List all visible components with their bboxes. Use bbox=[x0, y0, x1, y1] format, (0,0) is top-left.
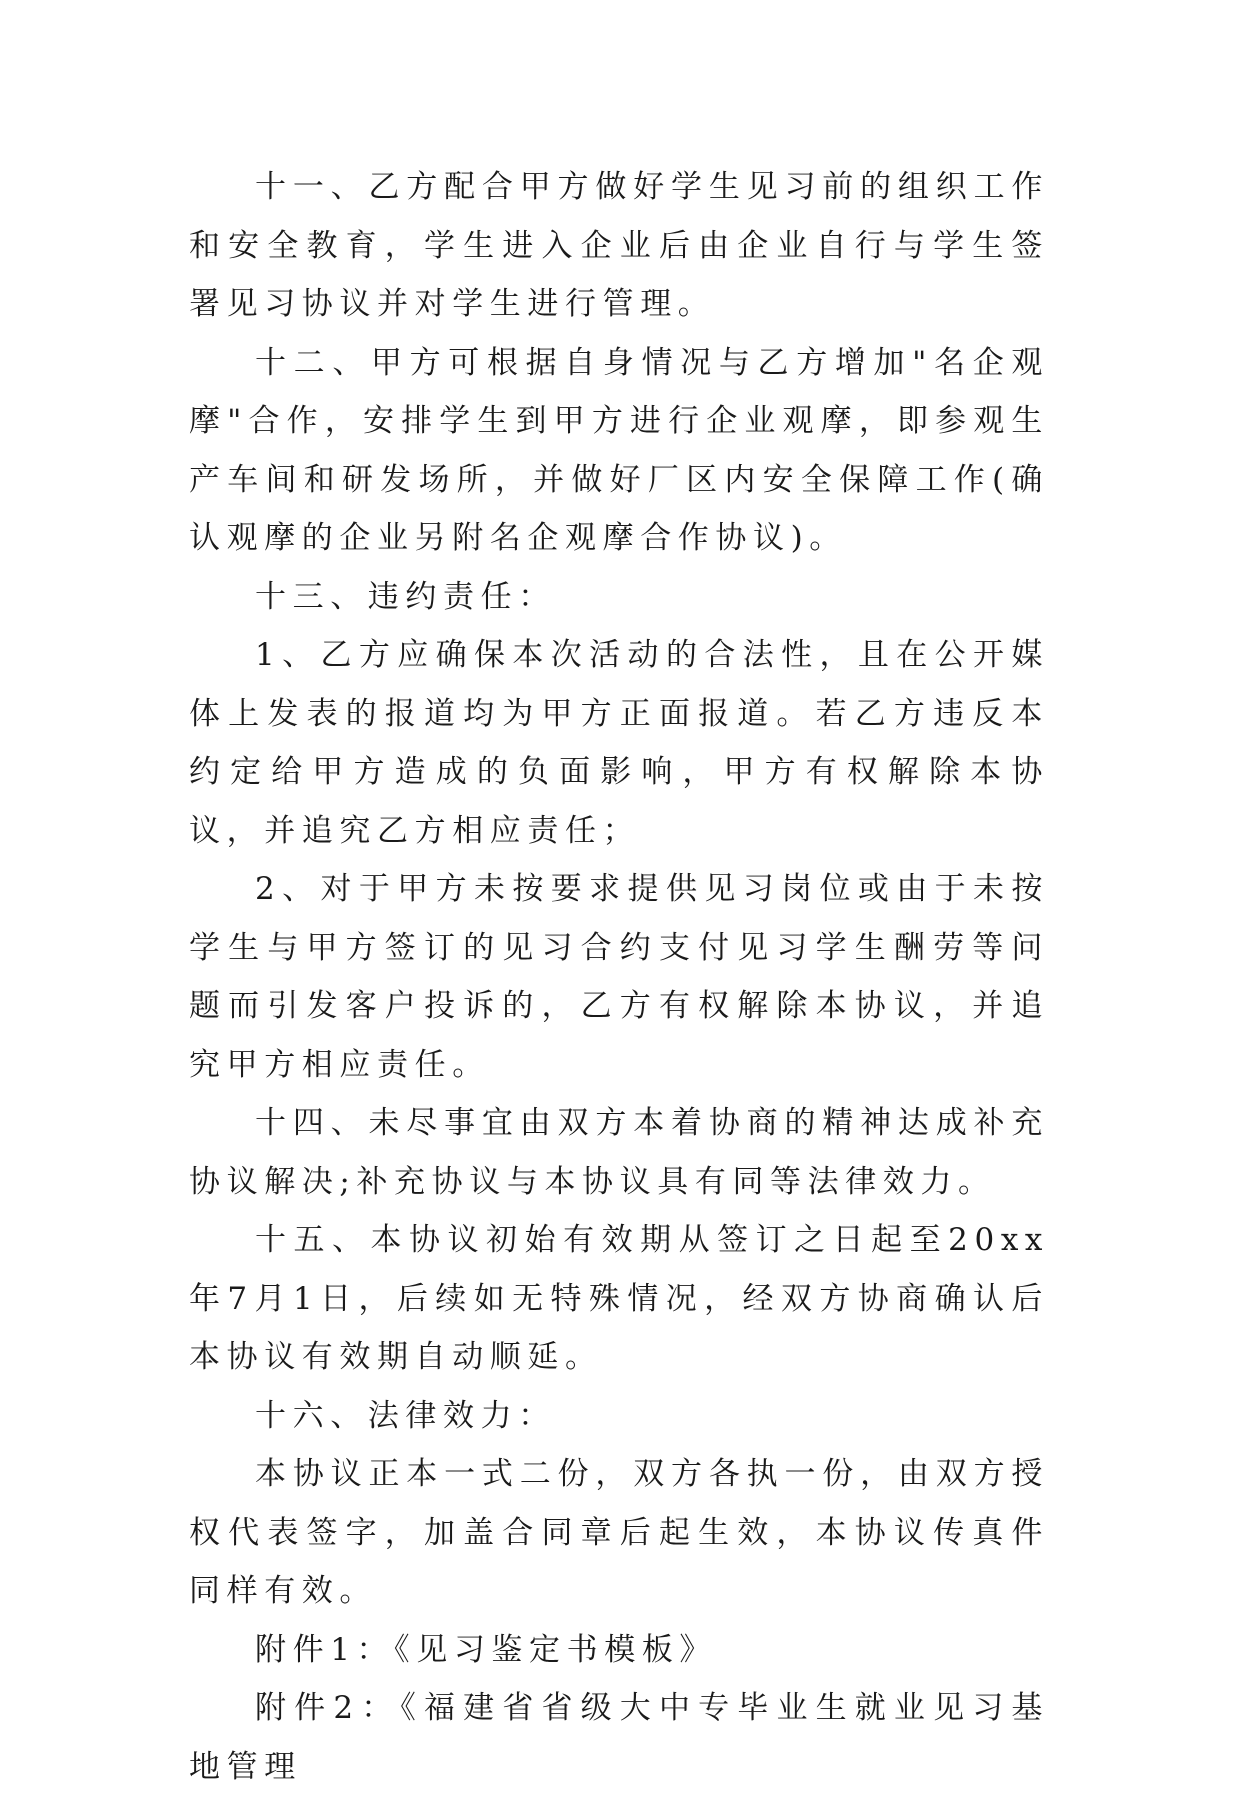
clause-13-item-2: 2、对于甲方未按要求提供见习岗位或由于未按学生与甲方签订的见习合约支付见习学生酬劳等问题而引发客户投诉的，乙方有权解除本协议，并追究甲方相应责任。 bbox=[189, 871, 1049, 1083]
clause-13-item-1: 1、乙方应确保本次活动的合法性，且在公开媒体上发表的报道均为甲方正面报道。若乙方违反本约定给甲方造成的负面影响，甲方有权解除本协议，并追究乙方相应责任； bbox=[189, 637, 1049, 849]
clause-14-paragraph: 十四、未尽事宜由双方本着协商的精神达成补充协议解决;补充协议与本协议具有同等法律效力。 bbox=[189, 1105, 1049, 1200]
clause-15-paragraph: 十五、本协议初始有效期从签订之日起至20xx年7月1日，后续如无特殊情况，经双方协商确认后本协议有效期自动顺延。 bbox=[189, 1222, 1049, 1375]
clause-16-text: 本协议正本一式二份，双方各执一份，由双方授权代表签字，加盖合同章后起生效，本协议传真件同样有效。 bbox=[189, 1456, 1049, 1609]
clause-12-paragraph: 十二、甲方可根据自身情况与乙方增加"名企观摩"合作，安排学生到甲方进行企业观摩，即参观生产车间和研发场所，并做好厂区内安全保障工作(确认观摩的企业另附名企观摩合作协议)。 bbox=[189, 344, 1049, 556]
clause-11-paragraph: 十一、乙方配合甲方做好学生见习前的组织工作和安全教育，学生进入企业后由企业自行与学生签署见习协议并对学生进行管理。 bbox=[189, 169, 1049, 322]
clause-16-heading: 十六、法律效力： bbox=[255, 1397, 556, 1434]
attachment-1: 附件1：《见习鉴定书模板》 bbox=[255, 1631, 718, 1668]
attachment-2: 附件2：《福建省省级大中专毕业生就业见习基地管理 bbox=[189, 1690, 1049, 1785]
document-body bbox=[189, 158, 1049, 1796]
clause-13-heading: 十三、违约责任： bbox=[255, 578, 556, 615]
